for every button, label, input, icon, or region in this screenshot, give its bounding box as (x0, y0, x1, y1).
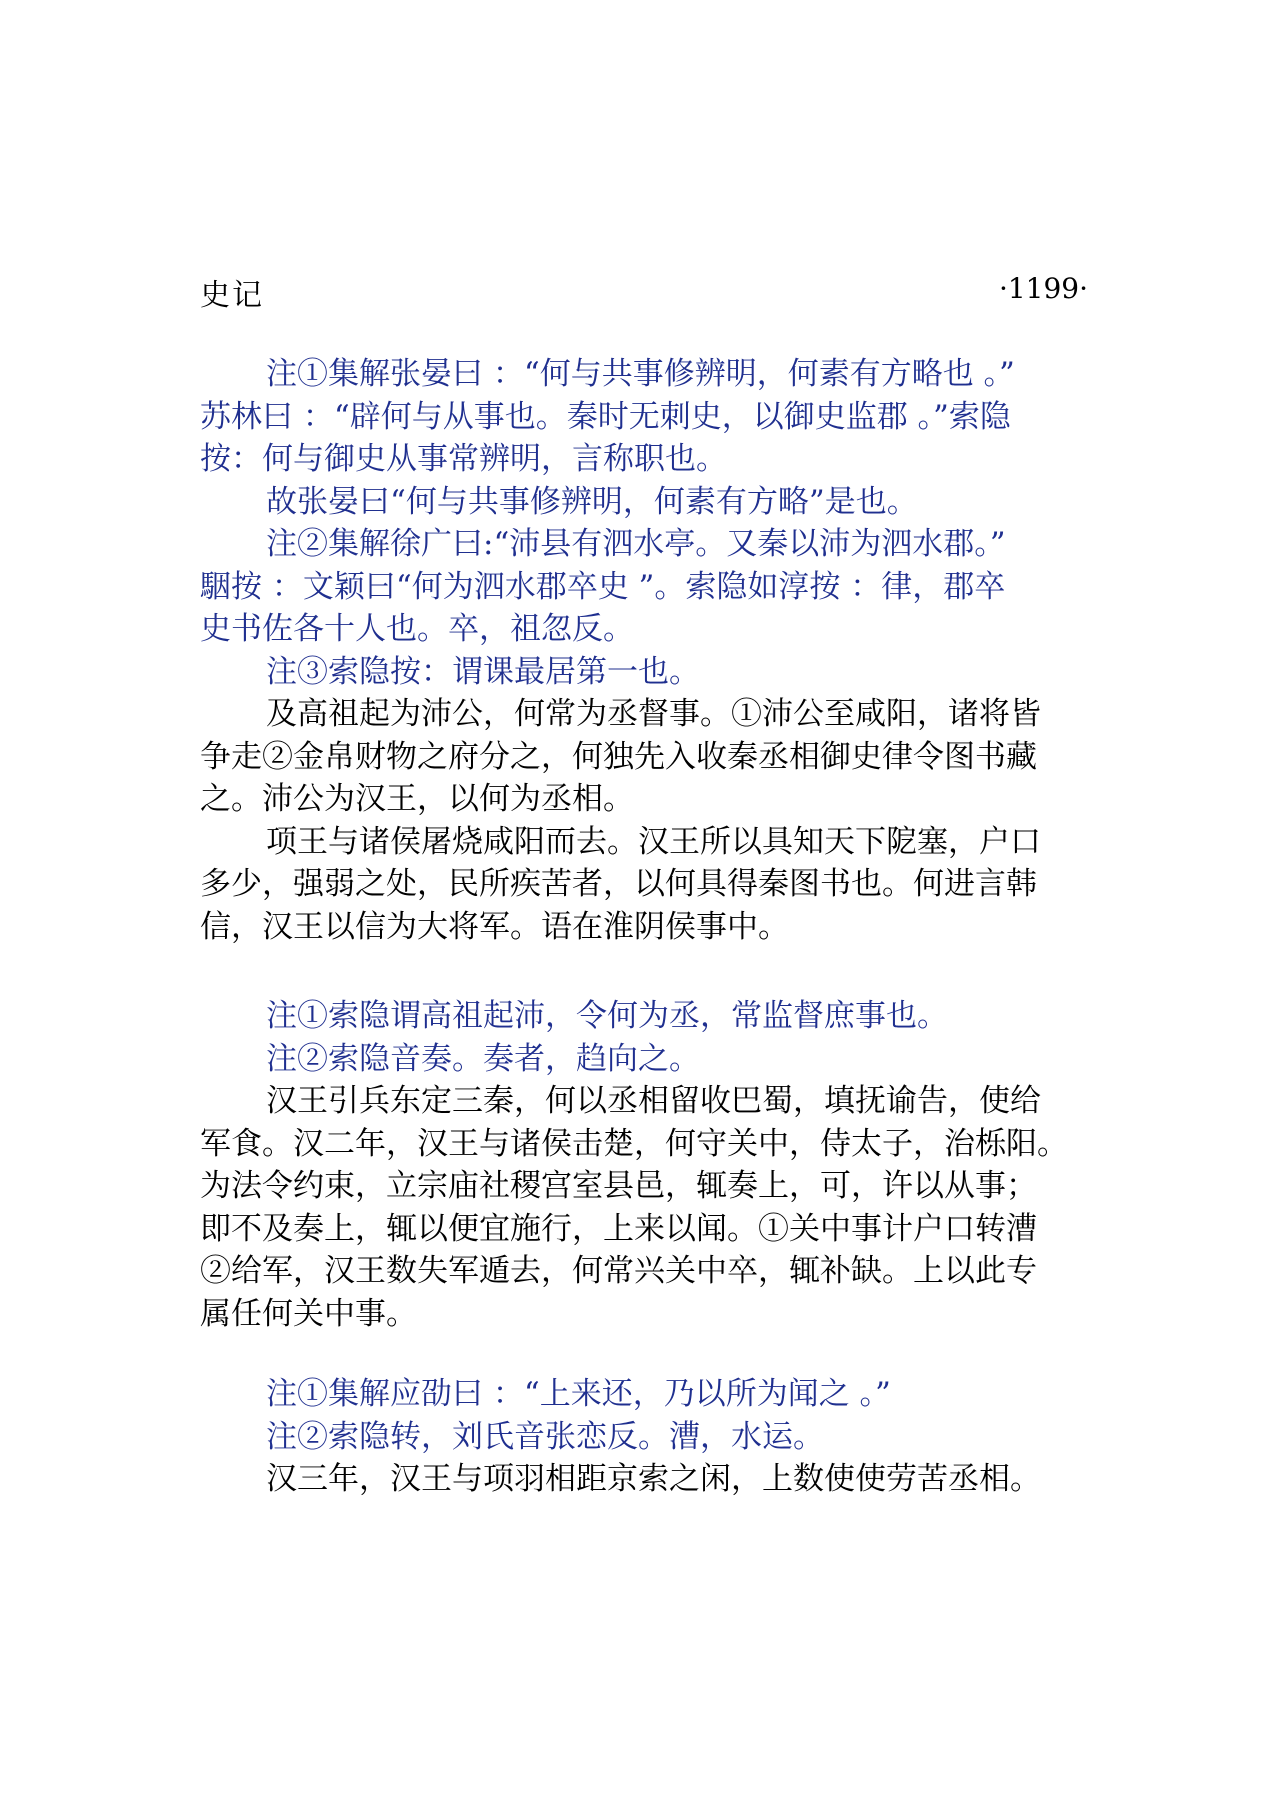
annotation-line: 注②集解徐广曰:“沛县有泗水亭。又秦以沛为泗水郡。” (266, 526, 1006, 562)
annotation-line: 注②索隐音奏。奏者，趋向之。 (266, 1040, 700, 1077)
body-text-line: 多少，强弱之处，民所疾苦者，以何具得秦图书也。何进言韩 (200, 866, 1037, 902)
page-number: ·1199· (998, 272, 1088, 305)
body-text-line: 争走②金帛财物之府分之，何独先入收秦丞相御史律令图书藏 (200, 738, 1037, 775)
body-text-line: 信，汉王以信为大将军。语在淮阴侯事中。 (200, 908, 789, 945)
annotation-line: 注①集解张晏曰 ：“何与共事修辨明，何素有方略也 。” (266, 356, 1015, 392)
annotation-line: 駰按 ：文颖曰“何为泗水郡卒史 ”。索隐如淳按 ：律，郡卒 (200, 568, 1006, 605)
body-text-line: 项王与诸侯屠烧咸阳而去。汉王所以具知天下阸塞，户口 (266, 823, 1041, 860)
body-text-line: 属任何关中事。 (200, 1295, 417, 1332)
annotation-line: 史书佐各十人也。卒，祖忽反。 (200, 611, 634, 647)
body-text-line: ②给军，汉王数失军遁去，何常兴关中卒，辄补缺。上以此专 (200, 1253, 1037, 1289)
body-text-line: 及高祖起为沛公，何常为丞督事。①沛公至咸阳，诸将皆 (266, 696, 1041, 732)
body-text-line: 之。沛公为汉王，以何为丞相。 (200, 781, 634, 817)
body-text-line: 军食。汉二年，汉王与诸侯击楚，何守关中，侍太子，治栎阳。 (200, 1125, 1068, 1162)
text-block-3 (200, 1373, 1100, 1501)
text-block-2 (200, 995, 1100, 1335)
body-text-line: 为法令约束，立宗庙社稷宫室县邑，辄奏上，可，许以从事； (200, 1168, 1037, 1204)
annotation-line: 注①集解应劭曰 ：“上来还，乃以所为闻之 。” (266, 1376, 891, 1412)
annotation-line: 故张晏曰“何与共事修辨明，何素有方略”是也。 (266, 483, 918, 520)
body-text-line: 汉王引兵东定三秦，何以丞相留收巴蜀，填抚谕告，使给 (266, 1083, 1041, 1119)
annotation-line: 苏林曰 ：“辟何与从事也。秦时无刺史，以御史监郡 。”索隐 (200, 398, 1011, 435)
text-block-1 (200, 353, 1100, 948)
annotation-line: 注②索隐转，刘氏音张恋反。漕，水运。 (266, 1418, 824, 1455)
annotation-line: 注①索隐谓高祖起沛，令何为丞，常监督庶事也。 (266, 998, 948, 1034)
book-title: 史记 (200, 278, 264, 313)
body-text-line: 即不及奏上，辄以便宜施行，上来以闻。①关中事计户口转漕 (200, 1210, 1037, 1247)
annotation-line: 按：何与御史从事常辨明，言称职也。 (200, 441, 727, 477)
body-text-line: 汉三年，汉王与项羽相距京索之闲，上数使使劳苦丞相。 (266, 1461, 1041, 1497)
annotation-line: 注③索隐按：谓课最居第一也。 (266, 653, 700, 690)
